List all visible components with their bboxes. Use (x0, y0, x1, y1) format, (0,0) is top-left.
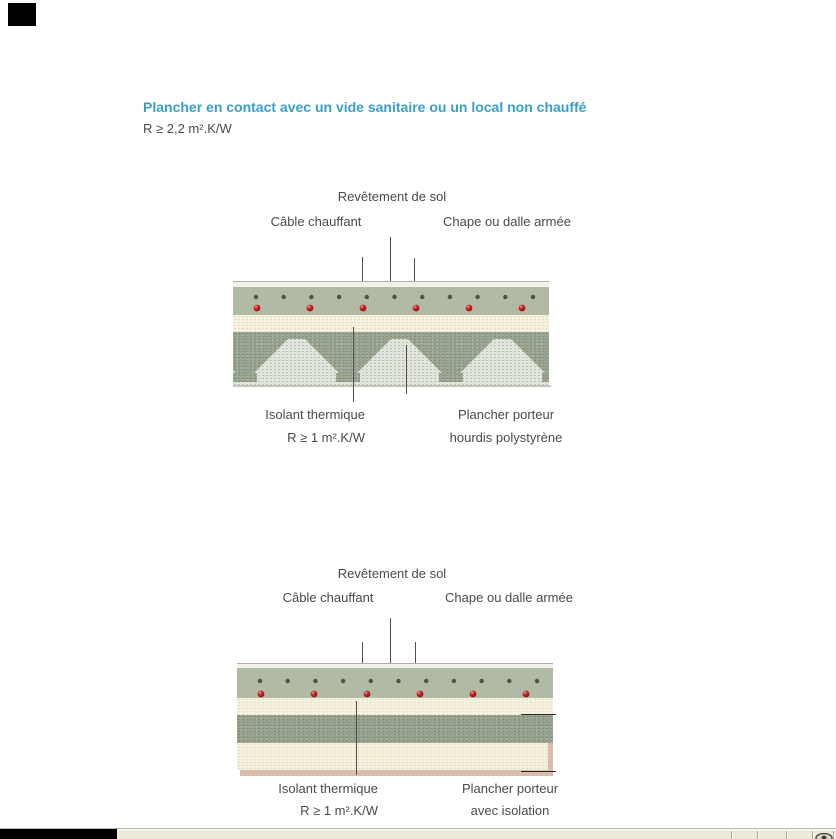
label-revetement-de-sol: Revêtement de sol (337, 189, 447, 204)
label-hourdis-polystyrene: hourdis polystyrène (449, 430, 563, 445)
placeholder-box-top-left (8, 3, 36, 26)
leader-line-isolant (356, 701, 357, 775)
label-isolant-r-value: R ≥ 1 m².K/W (287, 430, 365, 445)
bracket-top-mark (521, 714, 556, 715)
layer-insulation (233, 315, 549, 332)
layer-under-insulation (237, 743, 548, 770)
insulation-bottom-edge (240, 770, 553, 776)
status-bar-highlight (0, 829, 836, 831)
label-avec-isolation: avec isolation (470, 803, 550, 818)
layer-screed (237, 668, 553, 698)
thermal-requirement: R ≥ 2,2 m².K/W (143, 121, 232, 136)
leader-line-isolant (353, 327, 354, 402)
status-bar-divider (833, 831, 835, 839)
leader-line-revetement (390, 237, 391, 282)
leader-line-porteur (406, 345, 407, 394)
cable-and-mesh-dots (233, 287, 549, 315)
concrete-texture-overlay (233, 332, 549, 385)
status-bar-black-segment (0, 829, 117, 839)
label-plancher-porteur: Plancher porteur (457, 407, 555, 422)
label-isolant-r-value: R ≥ 1 m².K/W (300, 803, 378, 818)
layer-concrete-slab (237, 715, 553, 743)
label-revetement-de-sol: Revêtement de sol (337, 566, 447, 581)
leader-line-revetement (390, 618, 391, 666)
diagram-bottom-shadow (233, 385, 551, 387)
bracket-bottom-mark (521, 771, 556, 772)
label-isolant-thermique: Isolant thermique (265, 407, 365, 422)
label-cable-chauffant: Câble chauffant (270, 214, 362, 229)
label-isolant-thermique: Isolant thermique (278, 781, 378, 796)
cable-and-mesh-dots (237, 668, 553, 698)
layer-structural-floor-hourdis (233, 332, 549, 385)
status-bar-divider (757, 831, 759, 839)
layer-insulation (237, 698, 553, 715)
layer-screed (233, 287, 549, 315)
page-title: Plancher en contact avec un vide sanitaire ou un local non chauffé (143, 99, 587, 115)
label-chape-dalle-armee: Chape ou dalle armée (443, 214, 571, 229)
label-plancher-porteur: Plancher porteur (461, 781, 559, 796)
status-bar-divider (731, 831, 733, 839)
label-chape-dalle-armee: Chape ou dalle armée (445, 590, 573, 605)
eye-icon[interactable] (814, 831, 834, 839)
status-bar-divider (786, 831, 788, 839)
label-cable-chauffant: Câble chauffant (282, 590, 374, 605)
